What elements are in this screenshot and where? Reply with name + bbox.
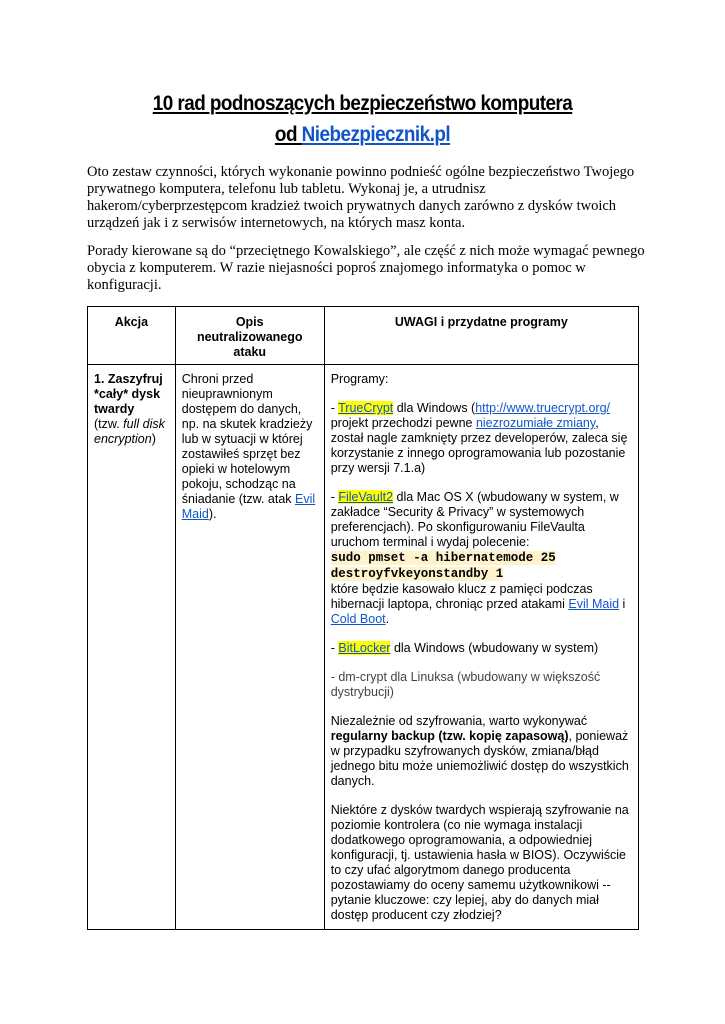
controller-encryption-note: Niektóre z dysków twardych wspierają szyfrowanie na poziomie kontrolera (co nie wymaga instalacji dodatkowego oprogramowania, a odpowiedniej konfiguracji, tj. ustawienia hasła w BIOS). Oczywiście to czy ufać algorytmom danego producenta pozostawiamy do oceny samemu użytkownikowi -- pytanie kluczowe: czy lepiej, aby do danych miał dostęp producent czy złodziej? xyxy=(330,803,629,922)
action-title: 1. Zaszyfruj *cały* dysk twardy xyxy=(94,372,163,416)
truecrypt-url-link[interactable]: http://www.truecrypt.org/ xyxy=(475,401,611,415)
intro-paragraph-1: Oto zestaw czynności, których wykonanie powinno podnieść ogólne bezpieczeństwo Twojego prywatnego komputera, telefonu lub tabletu. Wykonaj je, a utrudnisz hakerom/cyberprzestępcom kradzież twoich prywatnych danych zarówno z dysków twoich urządzeń jak i z serwisów internetowych, na których masz konta. xyxy=(87,164,635,231)
intro-paragraph-2: Porady kierowane są do “przeciętnego Kowalskiego”, ale część z nich może wymagać pewnego obycia z komputerem. W razie niejasności poproś znajomego informatyka o pomoc w konfiguracji. xyxy=(87,243,645,293)
dmcrypt-note: - dm-crypt dla Linuksa (wbudowany w większość dystrybucji) xyxy=(330,670,601,699)
table-row xyxy=(88,365,639,930)
truecrypt-note: - TrueCrypt dla Windows (http://www.truecrypt.org/ projekt przechodzi pewne niezrozumiałe zmiany, został nagle zamknięty przez developerów, zaleca się korzystanie z innego oprogramowania lub pozostanie przy wersji 7.1.a) xyxy=(330,401,628,475)
header-notes: UWAGI i przydatne programy xyxy=(324,307,638,365)
notes-cell xyxy=(324,365,638,930)
truecrypt-changes-link[interactable]: niezrozumiałe zmiany xyxy=(475,416,596,430)
header-action: Akcja xyxy=(88,307,176,365)
evil-maid-link-2[interactable]: Evil Maid xyxy=(568,597,620,611)
terminal-command-line-2: destroyfvkeyonstandby 1 xyxy=(330,567,504,581)
description-cell: Chroni przed nieuprawnionym dostępem do danych, np. na skutek kradzieży lub w sytuacji w której zostawiłeś sprzęt bez opieki w hotelowym pokoju, schodząc na śniadanie (tzw. atak Evil Maid). xyxy=(175,365,324,930)
document-title xyxy=(36,88,689,150)
table-header-row xyxy=(88,307,639,365)
filevault-note: - FileVault2 dla Mac OS X (wbudowany w system, w zakładce “Security & Privacy” w systemowych preferencjach). Po skonfigurowaniu FileVaulta uruchom terminal i wydaj polecenie: sudo pmset -a hibernatemode 25 destroyfvkeyonstandby 1 które będzie kasowało klucz z pamięci podczas hibernacji laptopa, chroniąc przed atakami Evil Maid i Cold Boot. xyxy=(330,490,626,626)
action-note: (tzw. full disk encryption) xyxy=(94,417,165,446)
filevault-link[interactable]: FileVault2 xyxy=(338,490,394,504)
cold-boot-link[interactable]: Cold Boot xyxy=(330,612,386,626)
security-tips-table xyxy=(87,306,639,930)
title-line-2 xyxy=(36,119,689,150)
truecrypt-link[interactable]: TrueCrypt xyxy=(338,401,394,415)
bitlocker-link[interactable]: BitLocker xyxy=(338,641,391,655)
niebezpiecznik-link[interactable]: Niebezpiecznik.pl xyxy=(301,123,451,146)
evil-maid-link[interactable]: Evil Maid xyxy=(181,492,316,521)
title-line-1: 10 rad podnoszących bezpieczeństwo komputera xyxy=(152,92,573,115)
backup-note: Niezależnie od szyfrowania, warto wykonywać regularny backup (tzw. kopię zapasową), ponieważ w przypadku szyfrowanych dysków, zmiana/błąd jednego bitu może uniemożliwić dostęp do wszystkich danych. xyxy=(330,714,629,788)
programs-label: Programy: xyxy=(330,372,389,386)
bitlocker-note: - BitLocker dla Windows (wbudowany w system) xyxy=(330,641,599,655)
action-cell xyxy=(88,365,176,930)
header-attack-description: Opis neutralizowanego ataku xyxy=(175,307,324,365)
terminal-command-line-1: sudo pmset -a hibernatemode 25 xyxy=(330,551,556,565)
title-prefix: od xyxy=(274,123,297,146)
